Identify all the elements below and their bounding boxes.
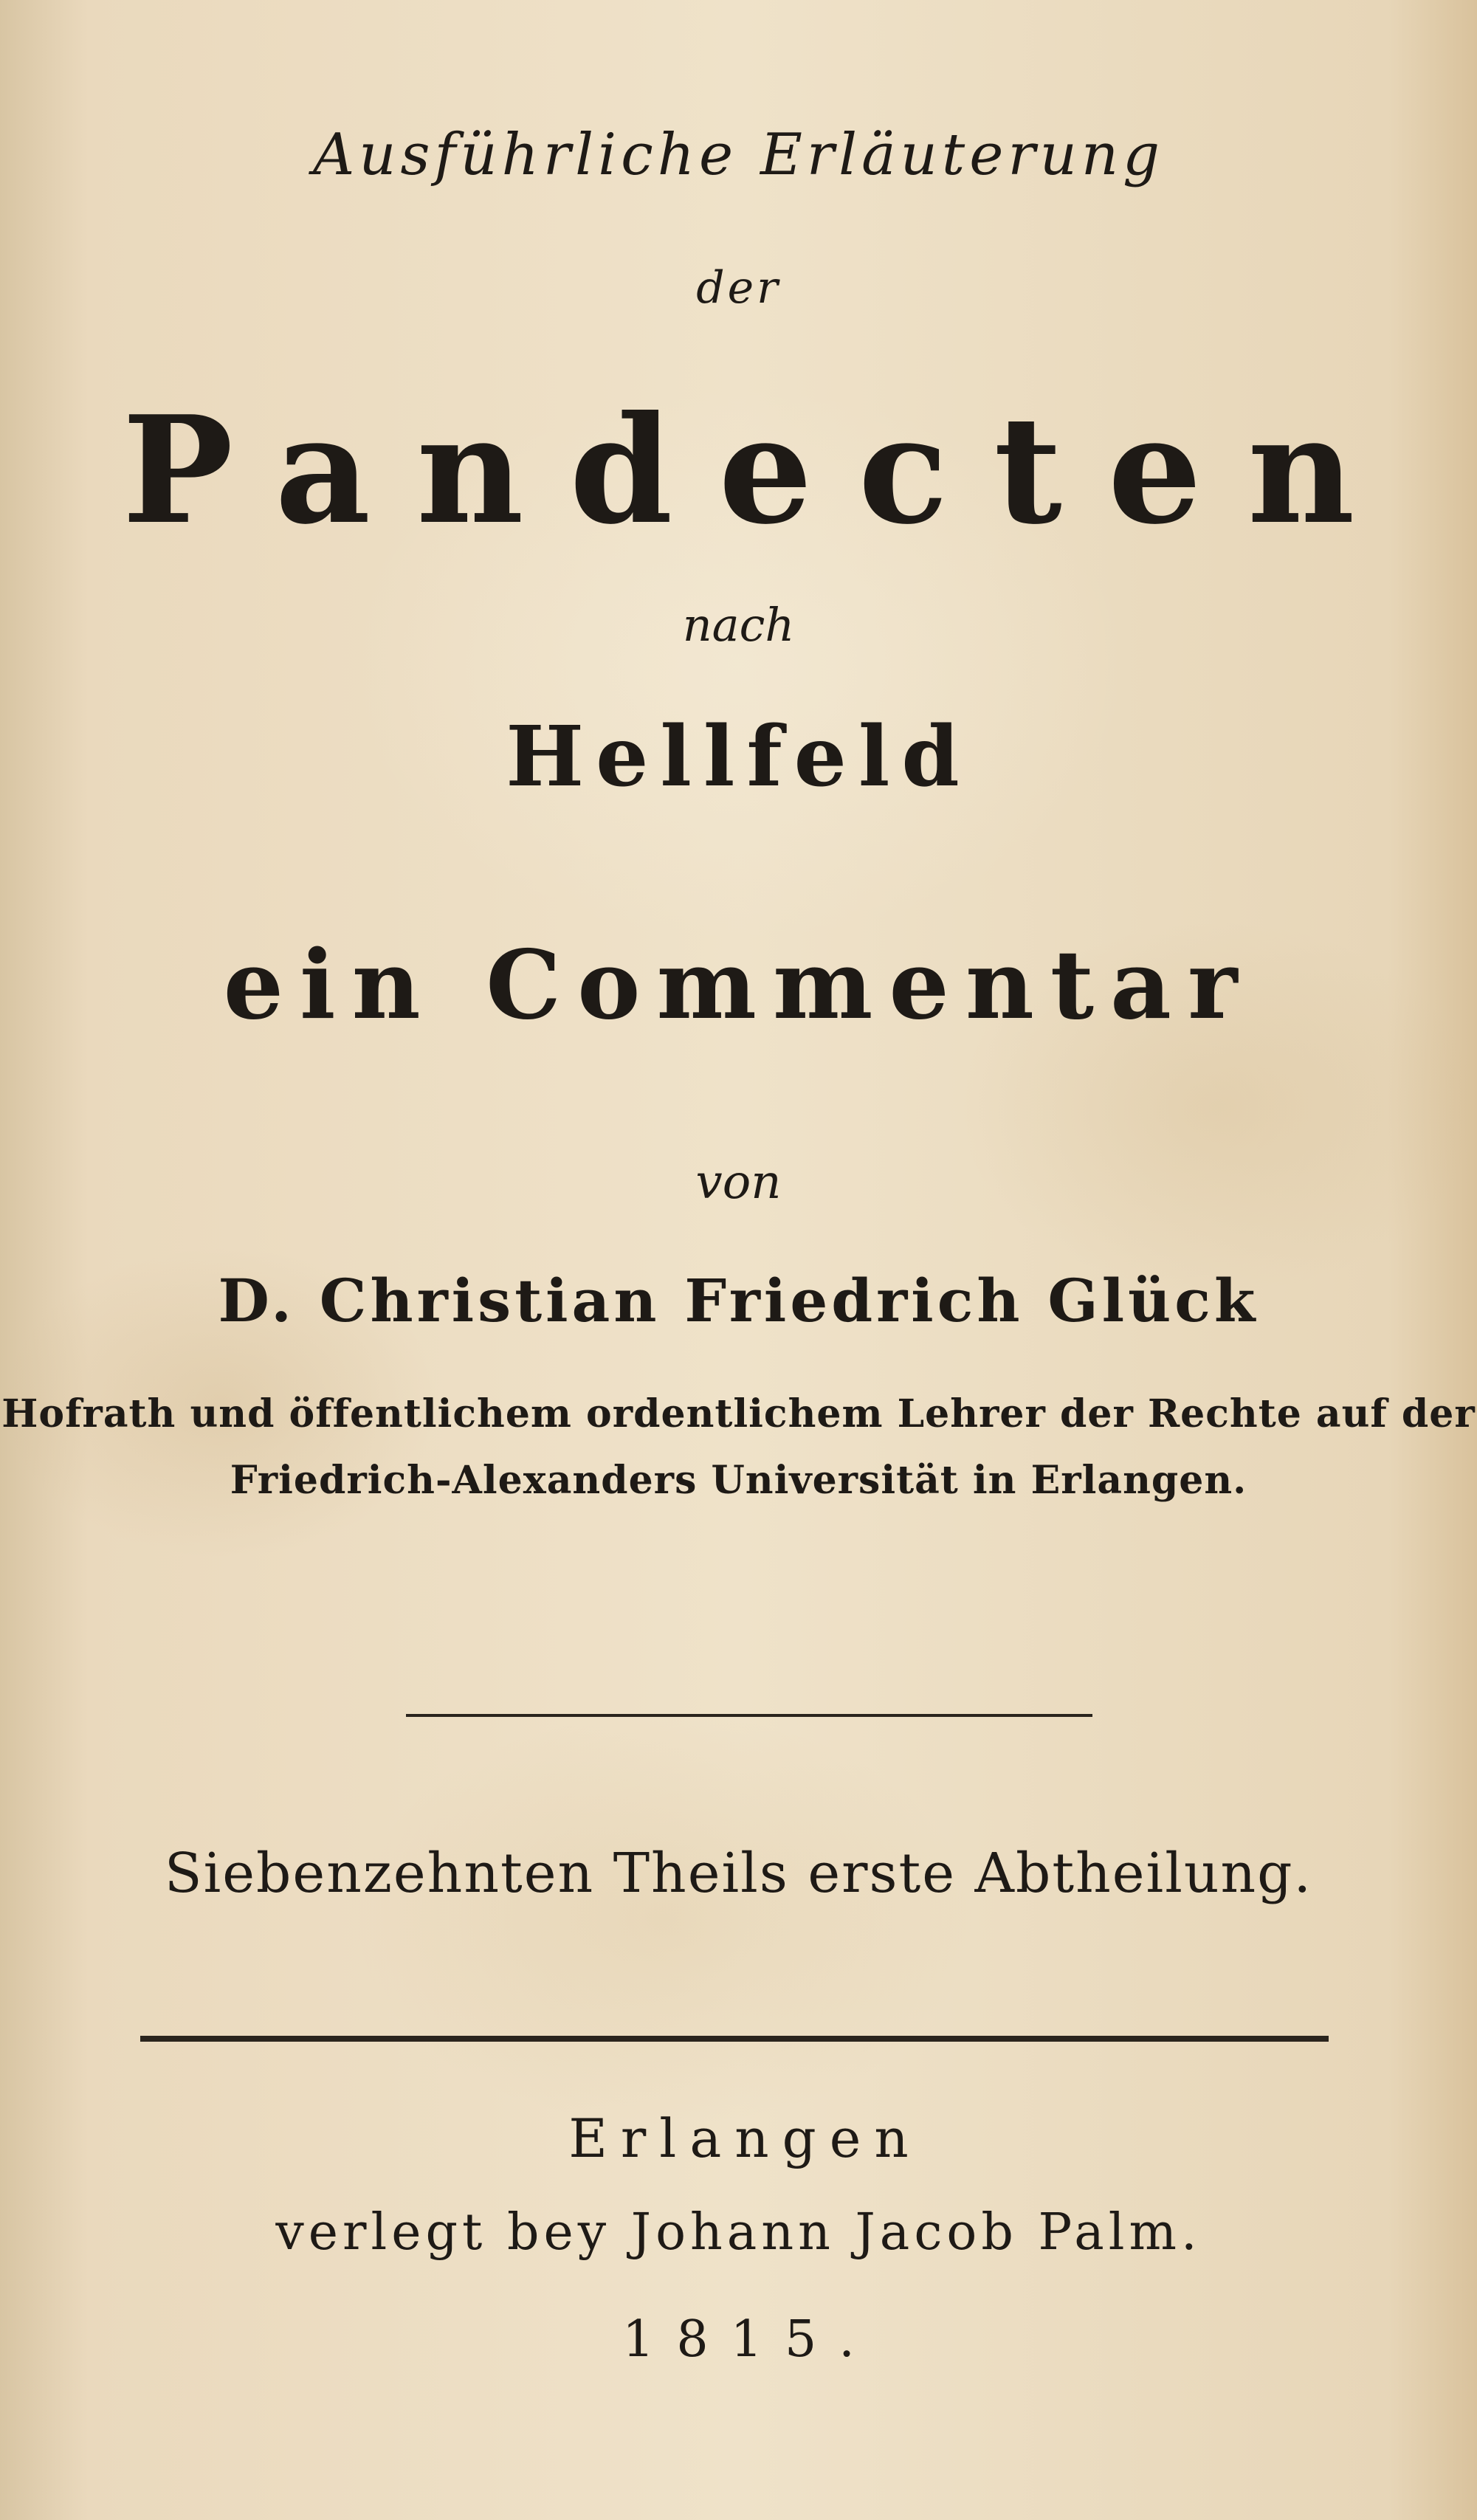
author-title-line-2: Friedrich-Alexanders Universität in Erlangen. xyxy=(230,1458,1247,1503)
author-by: von xyxy=(695,1155,782,1210)
author-name: D. Christian Friedrich Glück xyxy=(218,1266,1259,1335)
imprint-publisher: verlegt bey Johann Jacob Palm. xyxy=(275,2203,1202,2262)
main-title: Pandecten xyxy=(122,384,1401,557)
imprint-year: 1815. xyxy=(622,2310,877,2369)
imprint-place: Erlangen xyxy=(568,2107,922,2169)
title-line-6: ein Commentar xyxy=(223,930,1254,1041)
author-title-line-1: Hofrath und öffentlichem ordentlichem Lehrer der Rechte auf der xyxy=(1,1391,1476,1436)
title-line-4: nach xyxy=(682,598,795,652)
title-line-1: Ausführliche Erläuterung xyxy=(312,122,1165,188)
title-line-5: Hellfeld xyxy=(506,709,971,805)
divider-long xyxy=(140,2036,1329,2042)
volume-statement: Siebenzehnten Theils erste Abtheilung. xyxy=(164,1842,1313,1905)
title-line-2: der xyxy=(696,262,781,314)
divider-short xyxy=(406,1714,1092,1717)
